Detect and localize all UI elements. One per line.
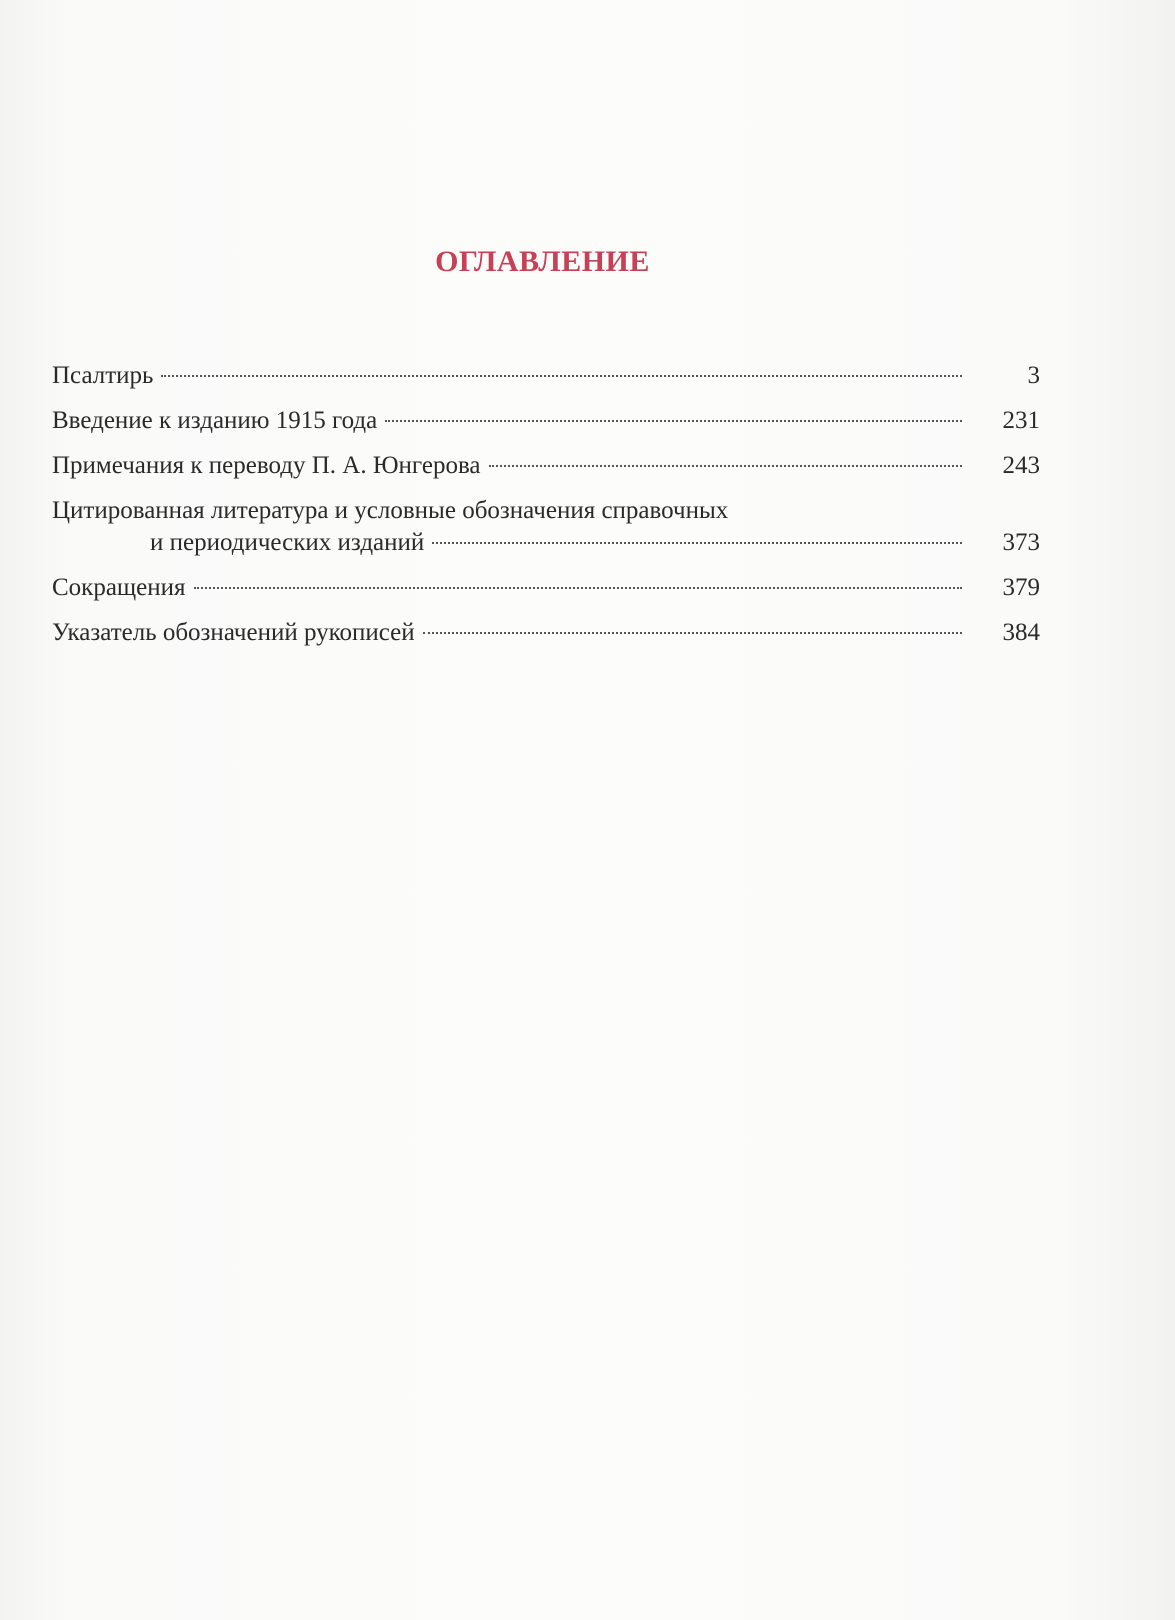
toc-entry-title: Введение к изданию 1915 года xyxy=(52,407,378,434)
toc-entry-title: Псалтирь xyxy=(52,362,154,389)
dot-leader xyxy=(423,632,962,634)
toc-entry xyxy=(52,572,1040,604)
toc-entry-line2 xyxy=(52,527,1040,559)
toc-entry-title: Примечания к переводу П. А. Юнгерова xyxy=(52,452,481,479)
dot-leader xyxy=(385,420,962,422)
toc-entry xyxy=(52,617,1040,649)
toc-entry xyxy=(52,360,1040,392)
toc-entry-title-line2: и периодических изданий xyxy=(150,529,425,556)
toc-entry-page: 384 xyxy=(1002,619,1040,646)
page-title: ОГЛАВЛЕНИЕ xyxy=(435,245,650,278)
toc-entry-page: 243 xyxy=(1002,452,1040,479)
toc-entry-title: Сокращения xyxy=(52,574,186,601)
toc-entry-page: 379 xyxy=(1002,574,1040,601)
dot-leader xyxy=(161,375,962,377)
toc-entry-title-line1: Цитированная литература и условные обозначения справочных xyxy=(52,497,729,524)
dot-leader xyxy=(489,465,962,467)
table-of-contents xyxy=(52,360,1040,662)
toc-entry-page: 373 xyxy=(1002,529,1040,556)
toc-entry-title: Указатель обозначений рукописей xyxy=(52,619,415,646)
dot-leader xyxy=(432,542,962,544)
toc-entry xyxy=(52,495,1040,559)
dot-leader xyxy=(194,587,962,589)
toc-entry xyxy=(52,405,1040,437)
toc-entry-page: 3 xyxy=(1027,362,1040,389)
toc-entry-page: 231 xyxy=(1002,407,1040,434)
toc-entry xyxy=(52,450,1040,482)
